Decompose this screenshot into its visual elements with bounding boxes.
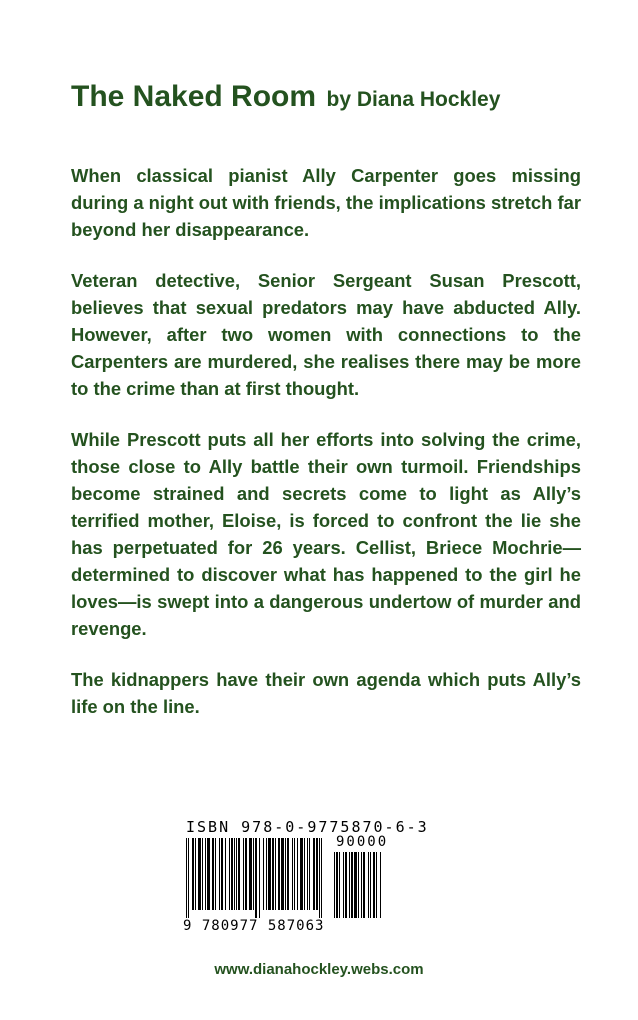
barcode-bar: [343, 852, 344, 918]
barcode-bar: [186, 838, 187, 918]
barcode-bar: [316, 838, 318, 910]
author-website: www.dianahockley.webs.com: [214, 961, 424, 978]
barcode-bar: [219, 838, 220, 910]
isbn-barcode: [180, 814, 429, 938]
barcode-bar: [212, 838, 214, 910]
barcode-bar: [236, 838, 237, 910]
blurb-paragraph: The kidnappers have their own agenda which puts Ally’s life on the line.: [71, 669, 581, 717]
barcode-bar: [292, 838, 293, 910]
barcode-bar: [205, 838, 206, 910]
barcode-bar: [304, 838, 305, 910]
barcode-bar: [294, 838, 295, 910]
barcode-bar: [334, 852, 335, 918]
barcode-bar: [263, 838, 264, 910]
barcode-bar: [351, 852, 353, 918]
barcode-bar: [253, 838, 254, 910]
barcode-bars: [186, 838, 332, 918]
barcode-bar: [188, 838, 189, 918]
back-cover-blurb: [71, 162, 581, 744]
barcode-bar: [363, 852, 365, 918]
author-byline: by Diana Hockley: [326, 88, 501, 111]
barcode-bar: [313, 838, 315, 910]
barcode-bar: [202, 838, 203, 910]
barcode-bar: [234, 838, 235, 910]
barcode-bar: [272, 838, 274, 910]
isbn-label: ISBN 978-0-9775870-6-3: [186, 818, 429, 836]
barcode-bar: [345, 852, 347, 918]
barcode-bar: [215, 838, 216, 910]
barcode-bar: [349, 852, 350, 918]
barcode-digits: 9 780977 587063: [183, 918, 325, 934]
barcode-bar: [266, 838, 267, 910]
book-title: The Naked Room: [71, 80, 317, 113]
barcode-bar: [370, 852, 371, 918]
barcode-bar: [255, 838, 257, 918]
barcode-bar: [287, 838, 289, 910]
barcode-bar: [243, 838, 244, 910]
barcode-bar: [229, 838, 230, 910]
barcode-bar: [225, 838, 226, 910]
barcode-bar: [380, 852, 381, 918]
blurb-paragraph: When classical pianist Ally Carpenter goes missing during a night out with friends, the implications stretch far beyond her disappearance.: [71, 165, 581, 240]
barcode-addon-bars: [334, 852, 394, 918]
barcode-bar: [221, 838, 223, 910]
barcode-bar: [268, 838, 271, 910]
barcode-bar: [309, 838, 310, 910]
barcode-bar: [358, 852, 359, 918]
barcode-bar: [339, 852, 340, 918]
book-title-line: [71, 80, 500, 114]
barcode-bar: [245, 838, 247, 910]
barcode-bar: [297, 838, 298, 910]
barcode-addon-code: 90000: [336, 834, 389, 850]
barcode-bar: [195, 838, 196, 910]
barcode-bar: [319, 838, 320, 918]
barcode-bar: [354, 852, 357, 918]
barcode-bar: [336, 852, 338, 918]
barcode-bar: [238, 838, 240, 910]
barcode-bar: [285, 838, 286, 910]
barcode-bar: [376, 852, 377, 918]
barcode-bar: [300, 838, 303, 910]
barcode-bar: [373, 852, 375, 918]
barcode-bar: [259, 838, 260, 918]
barcode-bar: [278, 838, 280, 910]
barcode-bar: [368, 852, 369, 918]
barcode-bar: [321, 838, 322, 918]
barcode-bar: [198, 838, 201, 910]
barcode-bar: [192, 838, 194, 910]
barcode-bar: [207, 838, 210, 910]
barcode-bar: [275, 838, 276, 910]
blurb-paragraph: While Prescott puts all her efforts into solving the crime, those close to Ally battle their own turmoil. Friendships become strained and secrets come to light as Ally’s terrified mother, Eloise, is forced to confront the lie she has perpetuated for 26 years. Cellist, Briece Mochrie—determined to discover what has happened to the girl he loves—is swept into a dangerous undertow of murder and revenge.: [71, 429, 581, 639]
barcode-bar: [281, 838, 284, 910]
barcode-bar: [249, 838, 252, 910]
barcode-bar: [231, 838, 233, 910]
barcode-bar: [361, 852, 362, 918]
barcode-bar: [307, 838, 308, 910]
blurb-paragraph: Veteran detective, Senior Sergeant Susan Prescott, believes that sexual predators may have abducted Ally. However, after two women with connections to the Carpenters are murdered, she realises there may be more to the crime than at first thought.: [71, 270, 581, 399]
